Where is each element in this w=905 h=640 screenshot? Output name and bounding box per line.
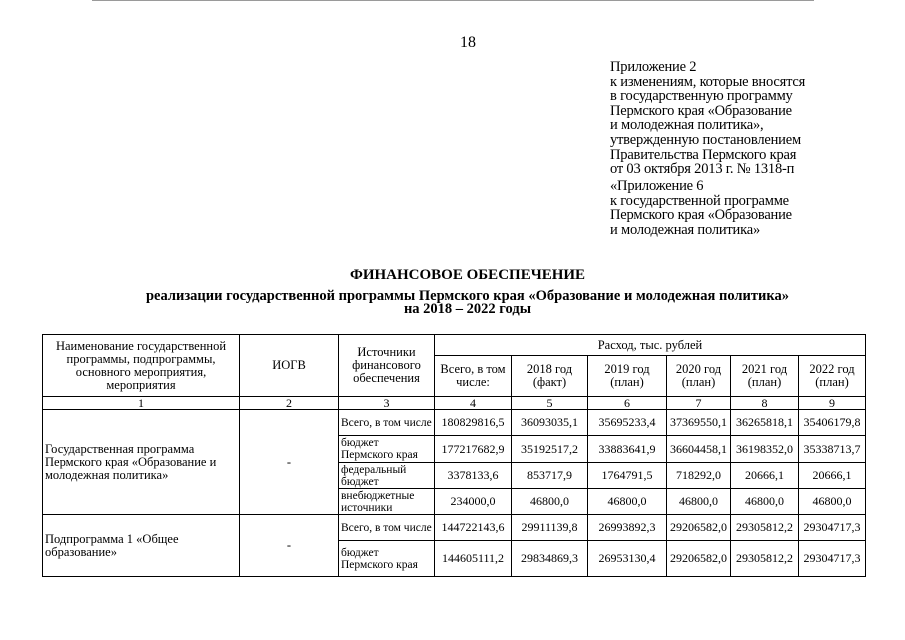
value-cell: 29206582,0 bbox=[667, 515, 731, 541]
value-cell: 35192517,2 bbox=[512, 436, 588, 463]
appendix-line: и молодежная политика», bbox=[610, 117, 764, 134]
value-cell: 853717,9 bbox=[512, 463, 588, 489]
value-cell: 36604458,1 bbox=[667, 436, 731, 463]
appendix-line: Пермского края «Образование bbox=[610, 102, 792, 119]
source-cell: федеральный бюджет bbox=[339, 463, 435, 489]
value-cell: 36198352,0 bbox=[731, 436, 799, 463]
subprogram-iogv: - bbox=[240, 515, 339, 577]
subtitle-line-1: реализации государственной программы Пермского края «Образование и молодежная политика» bbox=[145, 288, 790, 304]
value-cell: 144722143,6 bbox=[435, 515, 512, 541]
value-cell: 20666,1 bbox=[731, 463, 799, 489]
value-cell: 35406179,8 bbox=[799, 410, 866, 436]
column-number: 2 bbox=[240, 397, 339, 410]
value-cell: 20666,1 bbox=[799, 463, 866, 489]
value-cell: 29305812,2 bbox=[731, 515, 799, 541]
table-row bbox=[43, 515, 866, 541]
value-cell: 37369550,1 bbox=[667, 410, 731, 436]
appendix-line: к изменениям, которые вносятся bbox=[610, 73, 806, 90]
subprogram-name: Подпрограмма 1 «Общее образование» bbox=[43, 515, 240, 577]
value-cell: 36265818,1 bbox=[731, 410, 799, 436]
value-cell: 1764791,5 bbox=[588, 463, 667, 489]
value-cell: 46800,0 bbox=[588, 489, 667, 515]
column-number: 7 bbox=[667, 397, 731, 410]
value-cell: 33883641,9 bbox=[588, 436, 667, 463]
value-cell: 35338713,7 bbox=[799, 436, 866, 463]
value-cell: 29305812,2 bbox=[731, 541, 799, 577]
column-number: 4 bbox=[435, 397, 512, 410]
column-number-row bbox=[43, 397, 866, 410]
page-number: 18 bbox=[460, 34, 476, 51]
value-cell: 46800,0 bbox=[667, 489, 731, 515]
value-cell: 46800,0 bbox=[799, 489, 866, 515]
appendix-line: Приложение 2 bbox=[610, 59, 697, 75]
value-cell: 29206582,0 bbox=[667, 541, 731, 577]
document-title: ФИНАНСОВОЕ ОБЕСПЕЧЕНИЕ bbox=[349, 267, 586, 283]
column-number: 9 bbox=[799, 397, 866, 410]
source-cell: внебюджетные источники bbox=[339, 489, 435, 515]
source-cell: Всего, в том числе bbox=[339, 410, 435, 436]
header-2021: 2021 год (план) bbox=[731, 356, 799, 397]
column-number: 3 bbox=[339, 397, 435, 410]
header-total: Всего, в том числе: bbox=[435, 356, 512, 397]
column-number: 5 bbox=[512, 397, 588, 410]
value-cell: 180829816,5 bbox=[435, 410, 512, 436]
value-cell: 29911139,8 bbox=[512, 515, 588, 541]
financing-table bbox=[42, 334, 866, 577]
appendix-line: утвержденную постановлением bbox=[610, 131, 801, 148]
header-name: Наименование государственной программы, подпрограммы, основного мероприятия, мероприятия bbox=[43, 335, 240, 397]
value-cell: 29304717,3 bbox=[799, 541, 866, 577]
value-cell: 29834869,3 bbox=[512, 541, 588, 577]
source-cell: бюджет Пермского края bbox=[339, 541, 435, 577]
value-cell: 234000,0 bbox=[435, 489, 512, 515]
header-2020: 2020 год (план) bbox=[667, 356, 731, 397]
value-cell: 144605111,2 bbox=[435, 541, 512, 577]
column-number: 8 bbox=[731, 397, 799, 410]
value-cell: 46800,0 bbox=[731, 489, 799, 515]
value-cell: 718292,0 bbox=[667, 463, 731, 489]
appendix-line: к государственной программе bbox=[610, 192, 789, 209]
program-name: Государственная программа Пермского края «Образование и молодежная политика» bbox=[43, 410, 240, 515]
appendix-line: и молодежная политика» bbox=[610, 221, 761, 238]
column-number: 6 bbox=[588, 397, 667, 410]
value-cell: 35695233,4 bbox=[588, 410, 667, 436]
program-iogv: - bbox=[240, 410, 339, 515]
appendix-line: в государственную программу bbox=[610, 88, 793, 105]
appendix-header bbox=[610, 60, 870, 177]
document-subtitle bbox=[0, 290, 905, 316]
header-2019: 2019 год (план) bbox=[588, 356, 667, 397]
value-cell: 3378133,6 bbox=[435, 463, 512, 489]
table-row bbox=[43, 410, 866, 436]
value-cell: 177217682,9 bbox=[435, 436, 512, 463]
appendix-line: от 03 октября 2013 г. № 1318-п bbox=[610, 161, 795, 178]
value-cell: 29304717,3 bbox=[799, 515, 866, 541]
page-top-edge bbox=[92, 0, 814, 2]
column-number: 1 bbox=[43, 397, 240, 410]
value-cell: 46800,0 bbox=[512, 489, 588, 515]
value-cell: 36093035,1 bbox=[512, 410, 588, 436]
header-sources: Источники финансового обеспечения bbox=[339, 335, 435, 397]
header-expense: Расход, тыс. рублей bbox=[435, 335, 866, 356]
source-cell: Всего, в том числе bbox=[339, 515, 435, 541]
subtitle-line-2: на 2018 – 2022 годы bbox=[403, 301, 532, 317]
header-2022: 2022 год (план) bbox=[799, 356, 866, 397]
header-2018: 2018 год (факт) bbox=[512, 356, 588, 397]
appendix-line: «Приложение 6 bbox=[610, 178, 704, 194]
value-cell: 26993892,3 bbox=[588, 515, 667, 541]
source-cell: бюджет Пермского края bbox=[339, 436, 435, 463]
appendix-line: Правительства Пермского края bbox=[610, 146, 797, 163]
appendix-header-2 bbox=[610, 179, 870, 237]
appendix-line: Пермского края «Образование bbox=[610, 207, 792, 224]
value-cell: 26953130,4 bbox=[588, 541, 667, 577]
header-iogv: ИОГВ bbox=[240, 335, 339, 397]
